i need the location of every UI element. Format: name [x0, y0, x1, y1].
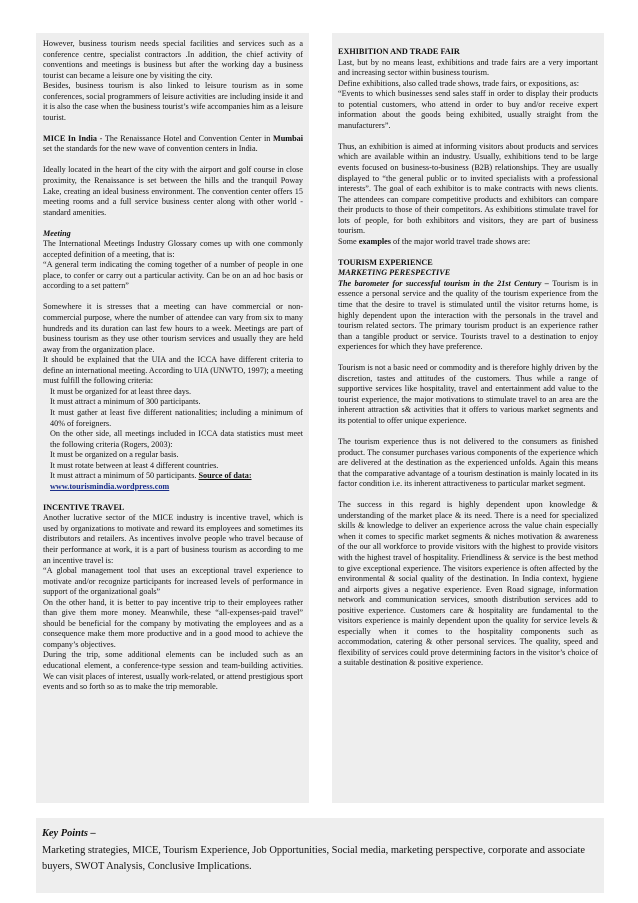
meeting-heading: Meeting	[43, 228, 71, 238]
barometer-lead: The barometer for successful tourism in the 21st Century –	[338, 278, 553, 288]
exhibition-definition-quote: “Events to which businesses send sales staff in order to display their products to potential customers, who attend in order to buy and/or receive expert information about the goods being exhibited, usually straight from the manufacturers”.	[338, 89, 598, 130]
list-item: ● It must rotate between at least 4 different countries.	[43, 461, 303, 472]
meeting-definition-quote: “A general term indicating the coming together of a number of people in one place, to confer or carry out a particular activity. Can be on an ad hoc basis or according to a set pattern”	[43, 260, 303, 291]
incentive-benefit-paragraph: On the other hand, it is better to pay incentive trip to their employees rather than give them more money. Meanwhile, these “all-expenses-paid travel” should be beneficial for the company by motivating the employees and as a consequence make them more productive and in a good mood to achieve the company’s objectives.	[43, 597, 303, 649]
key-points-text: Marketing strategies, MICE, Tourism Experience, Job Opportunities, Social media, marketing perspective, corporate and associate buyers, SWOT Analysis, Conclusive Implications.	[42, 844, 585, 872]
exhibition-paragraph: Thus, an exhibition is aimed at informing visitors about products and services which are available within an industry. Usually, exhibitions tend to be large events focused on business-to-business (B2B) relationships. They are usually displayed to “the general public or to invited specialists with a professional interests”. The goal of each exhibitor is to make contracts with news clients. The attendees can compare competitive products and exhibitors can compare their products to those of their competitors. As exhibitions stimulate travel for lots of people, for both exhibitors and visitors, they are part of business tourism.	[338, 141, 598, 236]
source-link[interactable]: www.tourismindia.wordpress.com	[50, 481, 170, 491]
exhibition-intro: Last, but by no means least, exhibitions and trade fairs are a very important and increasing sector within business tourism.	[338, 57, 598, 78]
incentive-definition-quote: “A global management tool that uses an exceptional travel experience to motivate and/or recognize participants for increased levels of performance in support of the organizational goals”	[43, 566, 303, 597]
incentive-trip-paragraph: During the trip, some additional elements can be included such as an educational element, a conference-type session and team-building activities. We can visit places of interest, usually work-related, or attend prestigious sport events and so forth so as to make the trip memorable.	[43, 650, 303, 692]
list-item: ● It must attract a minimum of 300 participants.	[43, 397, 303, 408]
key-points-heading: Key Points –	[42, 828, 96, 839]
list-item: ● It must be organized for at least three days.	[43, 387, 303, 398]
mumbai-label: Mumbai	[272, 133, 303, 143]
marketing-perspective-subheading: MARKETING PERESPECTIVE	[338, 268, 451, 278]
mice-india-paragraph: MICE In India - The Renaissance Hotel and Convention Center in Mumbai set the standards for the new wave of convention centers in India.	[43, 133, 303, 154]
list-item: ● On the other side, all meetings included in ICCA data statistics must meet the following criteria (Rogers, 2003):	[43, 429, 303, 450]
uia-icca-paragraph: It should be explained that the UIA and the ICCA have different criteria to define an international meeting. According to UIA (UNWTO, 1997); a meeting must fulfill the following criteria:	[43, 355, 303, 386]
exhibition-heading: EXHIBITION AND TRADE FAIR	[338, 47, 460, 56]
tourism-experience-paragraph-2: Tourism is not a basic need or commodity and is therefore highly driven by the discretion, tastes and attitudes of the customers. Thus while a range of supportive services like hospitality, travel and entertainment add value to the tourist experience, the major motivations to stimulate travel to an area are the inherent attraction s& activities that it offers to various market segments and its potential to offer unique experience.	[338, 363, 598, 425]
incentive-travel-heading: INCENTIVE TRAVEL	[43, 502, 125, 512]
list-item: ● It must attract a minimum of 50 participants. Source of data: www.tourismindia.wordpress.com	[43, 471, 303, 492]
tourism-experience-paragraph-3: The tourism experience thus is not delivered to the consumers as finished product. The consumer purchases various components of the experience which are delivered at the destination as the experienced unfolds. Again this means that the comparative advantage of a tourism destination is mainly located in its factor condition i.e. its inherent attractiveness to particular market segment.	[338, 437, 598, 489]
meeting-intro: The International Meetings Industry Glossary comes up with one commonly accepted definition of a meeting, that is:	[43, 239, 303, 259]
list-item: ● It must gather at least five different nationalities; including a minimum of 40% of foreigners.	[43, 408, 303, 429]
right-column	[332, 33, 604, 803]
left-column	[36, 33, 309, 803]
tourism-experience-heading: TOURISM EXPERIENCE	[338, 257, 433, 267]
criteria-list	[43, 387, 303, 492]
key-points-box	[36, 818, 604, 893]
business-tourism-paragraph: However, business tourism needs special facilities and services such as a conference centre, specialist contractors .In addition, the chief activity of conventions and meetings is business but after the working day a business tourist can became a leisure one by visiting the city.	[43, 39, 303, 80]
incentive-paragraph: Another lucrative sector of the MICE industry is incentive travel, which is used by organizations to motivate and reward its employees and sometimes its distributors and retailers. As incentives involve people who travel because of their performance at work, it is a part of business tourism as according to me an incentive travel is:	[43, 513, 303, 565]
renaissance-paragraph: Ideally located in the heart of the city with the airport and golf course in close proximity, the Renaissance is set between the hills and the tranquil Poway Lake, creating an ideal business environment. The convention center offers 15 meeting rooms and a full service business center along with other world -standard amenities.	[43, 165, 303, 217]
exhibition-define: Define exhibitions, also called trade shows, trade fairs, or expositions, as:	[338, 78, 580, 88]
tourism-experience-paragraph-4: The success in this regard is highly dependent upon knowledge & understanding of the market place & its need. There is a need for specialized skills & knowledge to deliver an experience across the value chain especially when it comes to specific market segments & niches motivation & awareness of the our all workforce to provide visitors with the highest to provide visitors with the highest travel of hospitality. Friendliness & service is the best method to give exceptional experience. The visitors experience is often affected by the environmental & social quality of the destination. In India context, hygiene and airports gives a negative experience. Even Road signage, information network and communication services, smooth distribution services add to positive experience. Customers care & hospitality are fundamental to the visitors experience is mainly dependent upon the quality for service levels & especially when it comes to the hospitality components such as accommodation, catering & other personal services. The quality, speed and flexibility of services could prove determining factors in the visitor’s choice of a suitable destination & positive experience.	[338, 500, 598, 668]
source-label: Source of data:	[198, 471, 252, 481]
tourism-experience-paragraph-1: The barometer for successful tourism in the 21st Century – Tourism is in essence a personal service and the quality of the tourism experience from the time that the desire to travel is stimulated until the visitor returns home, is highly dependent upon the interaction with the personals in the travel and tourism related sectors. The primary tourism product is an experience rather than a tangible product or service. Tourists travel to a destination to enjoy experiences for which they have preference.	[338, 278, 598, 352]
examples-line: Some examples of the major world travel trade shows are:	[338, 236, 531, 246]
mice-india-title: MICE In India	[43, 133, 97, 143]
list-item: ● It must be organized on a regular basis.	[43, 450, 303, 461]
meeting-purpose-paragraph: Somewhere it is stresses that a meeting can have commercial or non-commercial purpose, where the number of attendee can vary from six to many hundreds and its duration can last few hours to a week. Meetings are part of business tourism as they use other tourism services and usually they are held away from the organization place.	[43, 302, 303, 354]
leisure-link-paragraph: Besides, business tourism is also linked to leisure tourism as in some conferences, social programmers of leisure activities are including inside it and it is also the case when the business tourist’s wife accompanies him as a leisure tourist.	[43, 81, 303, 122]
